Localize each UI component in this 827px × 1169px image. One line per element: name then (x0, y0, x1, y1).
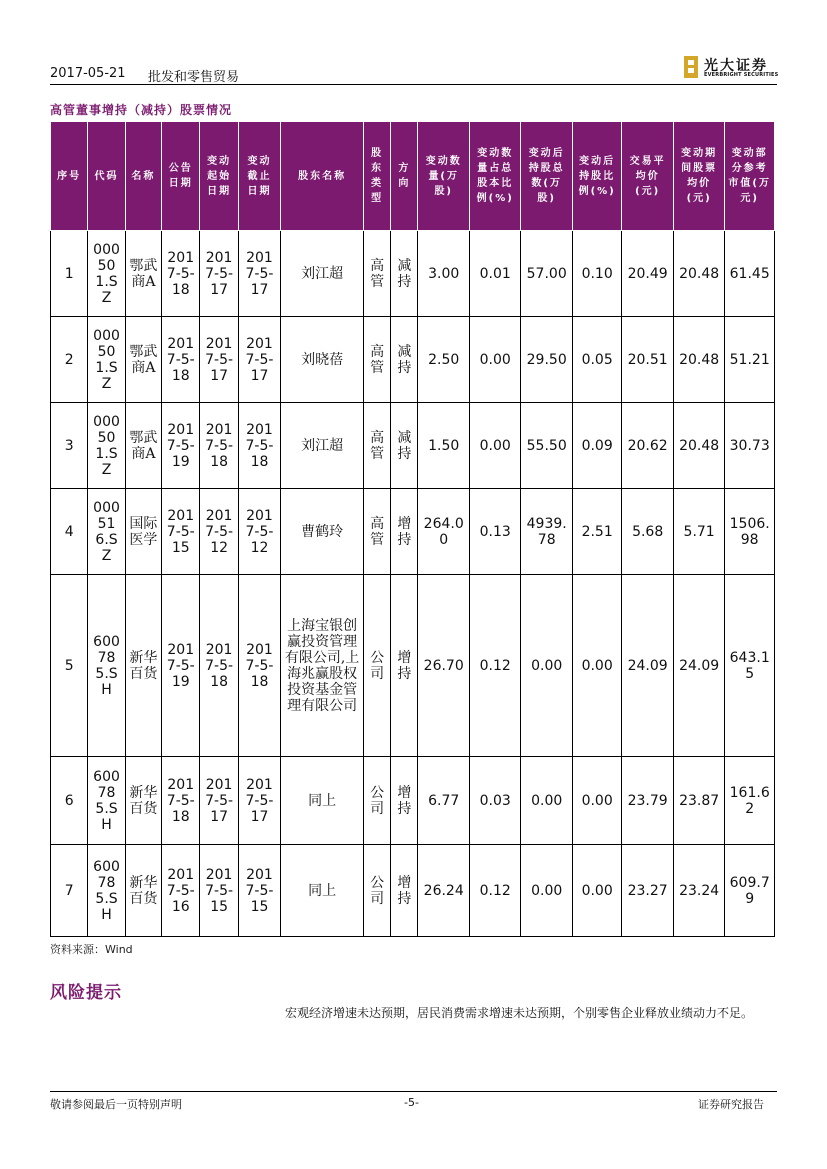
column-header: 变动部分参考市值(万元) (725, 122, 775, 231)
table-row (51, 845, 775, 937)
column-header: 变动起始日期 (200, 122, 238, 231)
table-cell: 2017-5-18 (200, 575, 238, 757)
table-cell: 0.00 (469, 403, 520, 489)
table-cell: 5.68 (622, 489, 673, 575)
table-cell: 7 (51, 845, 88, 937)
table-cell: 55.50 (521, 403, 572, 489)
logo-en-text: EVERBRIGHT SECURITIES (704, 72, 779, 78)
table-cell: 2017-5-17 (238, 757, 280, 845)
table-cell: 0.10 (572, 231, 621, 317)
table-cell: 26.24 (418, 845, 469, 937)
column-header: 变动期间股票均价(元) (673, 122, 724, 231)
table-cell: 高管 (363, 231, 390, 317)
table-cell: 161.62 (725, 757, 775, 845)
table-cell: 上海宝银创赢投资管理有限公司,上海兆赢股权投资基金管理有限公司 (281, 575, 364, 757)
header-divider (50, 84, 777, 85)
table-cell: 2017-5-12 (238, 489, 280, 575)
table-cell: 20.49 (622, 231, 673, 317)
table-cell: 600785.SH (88, 575, 125, 757)
table-cell: 鄂武商A (125, 231, 161, 317)
table-cell: 2017-5-18 (162, 757, 200, 845)
table-cell: 2017-5-19 (162, 403, 200, 489)
column-header: 代码 (88, 122, 125, 231)
column-header: 变动数量占总股本比例(%) (469, 122, 520, 231)
table-cell: 0.13 (469, 489, 520, 575)
table-cell: 29.50 (521, 317, 572, 403)
table-cell: 0.00 (521, 845, 572, 937)
table-row (51, 757, 775, 845)
table-cell: 新华百货 (125, 757, 161, 845)
section-title: 高管董事增持（减持）股票情况 (50, 103, 233, 117)
table-cell: 23.27 (622, 845, 673, 937)
table-cell: 国际医学 (125, 489, 161, 575)
table-cell: 2017-5-16 (162, 845, 200, 937)
table-cell: 6 (51, 757, 88, 845)
table-row (51, 489, 775, 575)
table-cell: 2017-5-18 (162, 317, 200, 403)
table-cell: 20.51 (622, 317, 673, 403)
table-cell: 公司 (363, 845, 390, 937)
table-cell: 高管 (363, 403, 390, 489)
column-header: 变动后持股比例(%) (572, 122, 621, 231)
table-cell: 刘晓蓓 (281, 317, 364, 403)
table-cell: 2017-5-15 (238, 845, 280, 937)
insider-trading-table (50, 121, 775, 937)
table-cell: 新华百货 (125, 575, 161, 757)
table-cell: 刘江超 (281, 231, 364, 317)
table-cell: 2017-5-15 (162, 489, 200, 575)
table-cell: 2017-5-15 (200, 845, 238, 937)
table-cell: 0.00 (521, 575, 572, 757)
logo-cn-text: 光大证券 (704, 58, 768, 74)
table-cell: 0.00 (521, 757, 572, 845)
table-cell: 2 (51, 317, 88, 403)
table-cell: 2017-5-17 (200, 317, 238, 403)
table-cell: 公司 (363, 757, 390, 845)
column-header: 变动后持股总数(万股) (521, 122, 572, 231)
column-header: 名称 (125, 122, 161, 231)
table-cell: 鄂武商A (125, 317, 161, 403)
logo-mark-icon (684, 56, 698, 78)
table-cell: 曹鹤玲 (281, 489, 364, 575)
table-cell: 3.00 (418, 231, 469, 317)
table-cell: 2017-5-12 (200, 489, 238, 575)
table-cell: 600785.SH (88, 757, 125, 845)
page-number: -5- (404, 1096, 419, 1109)
table-cell: 20.48 (673, 231, 724, 317)
column-header: 序号 (51, 122, 88, 231)
table-row (51, 317, 775, 403)
table-cell: 2017-5-19 (162, 575, 200, 757)
risk-text: 宏观经济增速未达预期，居民消费需求增速未达预期，个别零售企业释放业绩动力不足。 (285, 1006, 754, 1020)
table-cell: 0.03 (469, 757, 520, 845)
table-cell: 5 (51, 575, 88, 757)
table-cell: 000501.SZ (88, 231, 125, 317)
table-row (51, 231, 775, 317)
table-cell: 1 (51, 231, 88, 317)
table-cell: 3 (51, 403, 88, 489)
table-cell: 刘江超 (281, 403, 364, 489)
table-cell: 000501.SZ (88, 317, 125, 403)
table-cell: 新华百货 (125, 845, 161, 937)
table-cell: 30.73 (725, 403, 775, 489)
table-cell: 2017-5-18 (238, 575, 280, 757)
table-cell: 增持 (391, 489, 418, 575)
column-header: 变动截止日期 (238, 122, 280, 231)
table-cell: 61.45 (725, 231, 775, 317)
table-cell: 6.77 (418, 757, 469, 845)
table-cell: 增持 (391, 575, 418, 757)
table-cell: 0.12 (469, 845, 520, 937)
table-cell: 2017-5-17 (238, 231, 280, 317)
table-cell: 增持 (391, 757, 418, 845)
table-cell: 0.00 (572, 575, 621, 757)
table-cell: 公司 (363, 575, 390, 757)
table-cell: 57.00 (521, 231, 572, 317)
column-header: 变动数量(万股) (418, 122, 469, 231)
table-cell: 23.79 (622, 757, 673, 845)
table-cell: 0.09 (572, 403, 621, 489)
table-cell: 20.48 (673, 317, 724, 403)
table-cell: 1506.98 (725, 489, 775, 575)
table-cell: 2017-5-18 (238, 403, 280, 489)
source-note: 资料来源：Wind (50, 943, 133, 956)
table-cell: 减持 (391, 231, 418, 317)
table-cell: 鄂武商A (125, 403, 161, 489)
table-cell: 20.48 (673, 403, 724, 489)
table-cell: 4939.78 (521, 489, 572, 575)
table-cell: 23.24 (673, 845, 724, 937)
footer-divider (50, 1091, 777, 1092)
table-cell: 24.09 (673, 575, 724, 757)
table-cell: 000501.SZ (88, 403, 125, 489)
table-cell: 23.87 (673, 757, 724, 845)
table-body (51, 231, 775, 937)
report-date: 2017-05-21 (50, 66, 126, 81)
table-cell: 0.01 (469, 231, 520, 317)
table-cell: 609.79 (725, 845, 775, 937)
table-cell: 减持 (391, 317, 418, 403)
table-cell: 高管 (363, 489, 390, 575)
table-cell: 1.50 (418, 403, 469, 489)
table-cell: 同上 (281, 757, 364, 845)
table-cell: 20.62 (622, 403, 673, 489)
table-cell: 增持 (391, 845, 418, 937)
column-header: 股东类型 (363, 122, 390, 231)
table-cell: 高管 (363, 317, 390, 403)
table-header-row (51, 122, 775, 231)
table-row (51, 403, 775, 489)
table-cell: 2017-5-18 (162, 231, 200, 317)
report-sector: 批发和零售贸易 (148, 70, 240, 85)
brand-logo (684, 56, 780, 80)
table-row (51, 575, 775, 757)
column-header: 交易平均价(元) (622, 122, 673, 231)
risk-title: 风险提示 (50, 983, 122, 1003)
table-cell: 2.51 (572, 489, 621, 575)
table-cell: 2017-5-17 (200, 757, 238, 845)
table-cell: 26.70 (418, 575, 469, 757)
table-cell: 2017-5-18 (200, 403, 238, 489)
table-cell: 0.00 (469, 317, 520, 403)
table-cell: 2017-5-17 (238, 317, 280, 403)
column-header: 方向 (391, 122, 418, 231)
table-cell: 51.21 (725, 317, 775, 403)
table-cell: 2.50 (418, 317, 469, 403)
table-cell: 5.71 (673, 489, 724, 575)
table-cell: 24.09 (622, 575, 673, 757)
table-cell: 264.00 (418, 489, 469, 575)
column-header: 公告日期 (162, 122, 200, 231)
table-cell: 600785.SH (88, 845, 125, 937)
table-cell: 0.12 (469, 575, 520, 757)
table-cell: 2017-5-17 (200, 231, 238, 317)
footer-disclaimer: 敬请参阅最后一页特别声明 (50, 1098, 182, 1111)
table-cell: 643.15 (725, 575, 775, 757)
table-cell: 000516.SZ (88, 489, 125, 575)
table-cell: 同上 (281, 845, 364, 937)
footer-report-type: 证券研究报告 (698, 1098, 764, 1111)
table-cell: 0.00 (572, 845, 621, 937)
table-cell: 4 (51, 489, 88, 575)
table-cell: 减持 (391, 403, 418, 489)
table-cell: 0.05 (572, 317, 621, 403)
table-cell: 0.00 (572, 757, 621, 845)
column-header: 股东名称 (281, 122, 364, 231)
